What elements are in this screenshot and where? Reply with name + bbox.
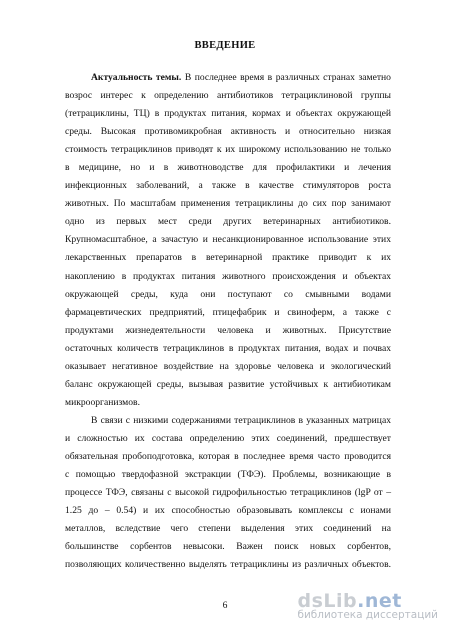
page-number: 6 <box>222 600 228 611</box>
text-line: стоимость тетрациклинов приводят к их широкому использованию не только <box>65 144 391 156</box>
body-text <box>65 69 391 574</box>
watermark-subtitle: библиотека диссертаций <box>297 609 438 621</box>
watermark-logo-suffix: .net <box>357 590 402 612</box>
text-line: животных. По масштабам применения тетрациклины до сих пор занимают <box>65 198 391 210</box>
page-title: ВВЕДЕНИЕ <box>194 40 256 51</box>
text-line: среды. Высокая противомикробная активность и относительно низкая <box>65 126 391 138</box>
text-line: процессе ТФЭ, связаны с высокой гидрофильностью тетрациклинов (lgP от – <box>65 487 391 499</box>
text-line: и сложностью их состава определению этих соединений, предшествует <box>65 432 391 444</box>
text-line: остаточных количеств тетрациклинов в продуктах питания, водах и почвах <box>65 342 391 354</box>
text-line: продуктами жизнедеятельности человека и животных. Присутствие <box>65 324 391 336</box>
text-line: фармацевтических предприятий, птицефабрик и свиноферм, а также с <box>65 306 391 318</box>
watermark-logo-main: dsLib <box>297 590 358 612</box>
text-line: в медицине, но и в животноводстве для профилактики и лечения <box>65 162 391 174</box>
text-line: лекарственных препаратов в ветеринарной практике приводит к их <box>65 252 391 264</box>
text-line: микроорганизмов. <box>65 396 140 408</box>
text-line: позволяющих количественно выделять тетрациклины из различных объектов. <box>65 559 391 571</box>
text-line: окружающей среды, куда они поступают со смывными водами <box>65 288 391 300</box>
text-line: 1.25 до – 0.54) и их способностью образовывать комплексы с ионами <box>65 505 391 517</box>
text-line-content: В последнее время в различных странах заметно <box>184 72 391 83</box>
watermark <box>297 590 438 621</box>
section-lead: Актуальность темы. <box>91 72 182 83</box>
text-line: баланс окружающей среды, вызывая развитие устойчивых к антибиотикам <box>65 378 391 390</box>
text-line: накоплению в продуктах питания животного происхождения и объектах <box>65 270 391 282</box>
text-line: Крупномасштабное, а зачастую и несанкционированное использование этих <box>65 234 391 246</box>
text-line: обязательная пробоподготовка, которая в последнее время часто проводится <box>65 450 391 462</box>
text-line: большинстве сорбентов невысоки. Важен поиск новых сорбентов, <box>65 541 391 553</box>
text-line: одно из первых мест среди других ветеринарных антибиотиков. <box>65 216 391 228</box>
text-line: с помощью твердофазной экстракции (ТФЭ). Проблемы, возникающие в <box>65 469 391 481</box>
text-line: инфекционных заболеваний, а также в качестве стимуляторов роста <box>65 180 391 192</box>
text-line: (тетрациклины, ТЦ) в продуктах питания, кормах и объектах окружающей <box>65 108 391 120</box>
text-line: металлов, вследствие чего степени выделения этих соединений на <box>65 523 391 535</box>
text-line <box>65 69 391 87</box>
text-line: возрос интерес к определению антибиотиков тетрациклиновой группы <box>65 90 391 102</box>
text-line: оказывает негативное воздействие на здоровье человека и экологический <box>65 360 391 372</box>
text-line: В связи с низкими содержаниями тетрациклинов в указанных матрицах <box>91 414 391 426</box>
